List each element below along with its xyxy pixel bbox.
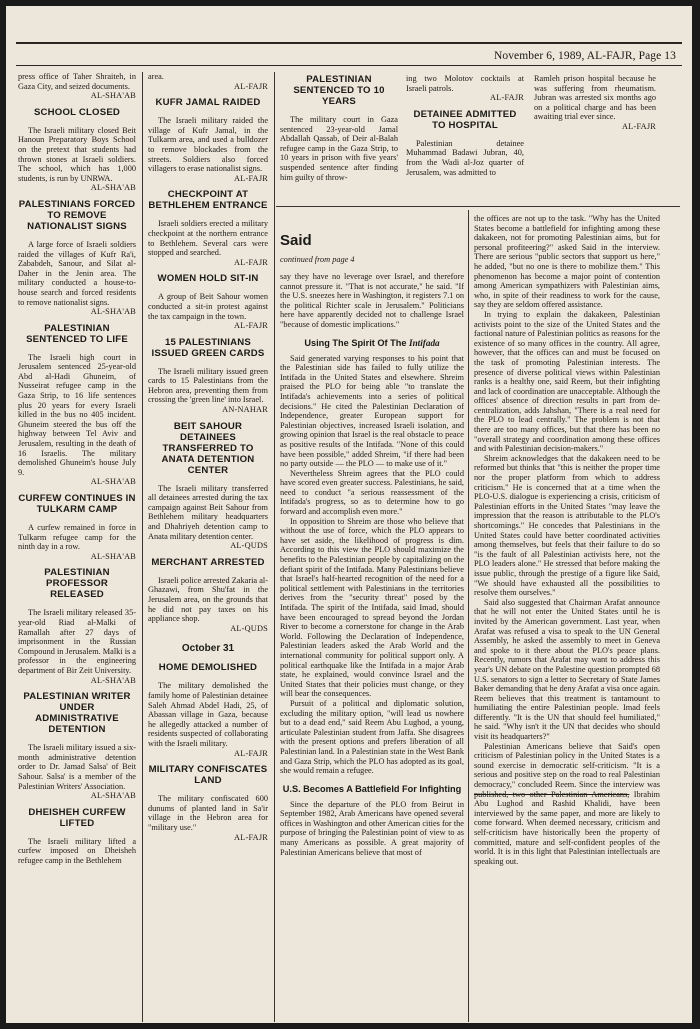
molotov-fragment: ing two Molotov cocktails at Israeli patrols. bbox=[406, 74, 524, 93]
said-subhead-2: U.S. Becomes A Battlefield For Infighting bbox=[282, 783, 462, 794]
sentenced-10-years-headline: PALESTINIAN SENTENCED TO 10 YEARS bbox=[293, 74, 385, 107]
headline: MERCHANT ARRESTED bbox=[151, 556, 265, 568]
molotov-source: AL-FAJR bbox=[490, 93, 524, 103]
jubran-body: Ramleh prison hospital because he was suffering from rheumatism. Jubran was arrested six months ago on a political charge and has been awaiting trial ever since. bbox=[534, 74, 656, 122]
struck-text: published, two other Palestinian Americans, bbox=[474, 789, 630, 799]
col1-items bbox=[18, 107, 136, 866]
headline: BEIT SAHOUR DETAINEES TRANSFERRED TO ANATA DETENTION CENTER bbox=[161, 420, 255, 476]
source-credit: AL-SHA'AB bbox=[90, 551, 136, 561]
headline: SCHOOL CLOSED bbox=[33, 106, 121, 118]
said-continued: continued from page 4 bbox=[280, 255, 355, 264]
article-body: A large force of Israeli soldiers raided the villages of Kufr Ra'i, Zababdeh, Sanour, and Silat al-Daher in the Jenin area. The military conducted a house-to-house search and forced residents to remove nationalist signs. bbox=[18, 239, 136, 307]
headline: DHEISHEH CURFEW LIFTED bbox=[28, 806, 126, 829]
col1-top-source: AL-SHA'AB bbox=[90, 91, 136, 101]
sentenced-10-years-body: The military court in Gaza sentenced 23-year-old Jamal Abdallah Qassab, of Deir al-Balah refugee camp in the Gaza Strip, to 10 years in prison with five years' suspended sentence after finding him guilty of throw- bbox=[280, 115, 398, 182]
source-credit: AL-FAJR bbox=[234, 832, 268, 842]
source-credit: AL-FAJR bbox=[234, 257, 268, 267]
source-credit: AL-QUDS bbox=[230, 623, 268, 633]
said-article bbox=[280, 232, 464, 1022]
said-paragraph-4: In opposition to Shreim are those who believe that without the use of force, which the PLO appears to have set aside, the likelihood of progress is dim. According to this view the PLO should maximize the benefits to the Palestinian people by capitalizing on the defiant spirit of the Intifada. Many Palestinians believe that Israel's half-hearted recognition of the need for a political settlement with Palestinians in the territories derives from the "security threat" posed by the Intifada. The spirit of the Intifada, said Imad, should have been encouraged to spread beyond the Jordan River to become a cornerstone for change in the Arab World. Following the Declaration of Independence, Palestinian leaders asked the Arab World and the international community for political support only. A political earthquake like the Intifada in a major Arab state, he explained, would convince Israel and the United States that their policies must change, or they will bear the consequences. bbox=[280, 516, 464, 699]
column-2 bbox=[148, 72, 268, 1022]
headline: KUFR JAMAL RAIDED bbox=[155, 97, 261, 109]
source-credit: AL-QUDS bbox=[230, 541, 268, 551]
source-credit: AL-SHA'AB bbox=[90, 307, 136, 317]
source-credit: AL-FAJR bbox=[234, 748, 268, 758]
said-paragraph-1: say they have no leverage over Israel, and therefore cannot pressure it. "That is not accurate," he said. "If the U.S. sneezes here in Washington, it registers 7.1 on the political Richter scale in Jerusalem." Politicians here have apparently decided not to challenge Israel "because of domestic implications." bbox=[280, 272, 464, 329]
source-credit: AL-FAJR bbox=[234, 321, 268, 331]
article-body: Israeli police arrested Zakaria al-Ghazawi, from Shu'fat in the Jerusalem area, on the grounds that he did not pay taxes on his appliance shop. bbox=[148, 575, 268, 624]
col1-top-fragment: press office of Taher Shraiteh, in Gaza City, and seized documents. bbox=[18, 72, 136, 91]
source-credit: AL-FAJR bbox=[234, 173, 268, 183]
article-body: A curfew remained in force in Tulkarm refugee camp for the ninth day in a row. bbox=[18, 523, 136, 552]
said-title: Said bbox=[280, 232, 312, 249]
headline: MILITARY CONFISCATES LAND bbox=[148, 764, 268, 787]
right-paragraph-2: In trying to explain the dakakeen, Palestinian activists point to the size of the United States and the factional nature of Palestinian politics as reasons for the existence of so many offices in the country. All agree, however, that the offices can and must be focused on the task of promoting Palestinian interests. The presence of diverse political views within Palestinian ranks is a healthy one, said Reem, but their infighting and lack of coordination are unacceptable. Although the offices' absence of direction results in part from de-centralization, adds Jahshan, "There is a real need for the PLO to lead centrally." The problem is not that there are too many offices, but that there has been no "overall strategy and coordination among these offices and with Palestinian decision-makers." bbox=[474, 309, 660, 454]
said-paragraph-5: Pursuit of a political and diplomatic solution, excluding the military option, "will lead us nowhere but to a dead end," said Reem Abu Lughod, a young, articulate Palestinian student from Jaffa. She disagrees with the present options and prefers liberation of all Palestinian land. In a Palestinian state in the West Bank and Gaza Strip, which the PLO has adopted as its goal, she would remain a refugee. bbox=[280, 698, 464, 776]
source-credit: AL-SHA'AB bbox=[90, 675, 136, 685]
said-column-divider bbox=[468, 210, 469, 1022]
newspaper-page bbox=[6, 6, 692, 1023]
article-body: The Israeli military transferred all detainees arrested during the tax campaign against Beit Sahour from Bethlehem military headquarters and Dhahriyeh detention camp to Anata military detention center. bbox=[148, 483, 268, 541]
headline: CURFEW CONTINUES IN TULKARM CAMP bbox=[18, 493, 136, 515]
right-paragraph-5: Palestinian Americans believe that Said's open criticism of Palestinian policy in the United States is a sound exercise in democratic self-criticism. "It is a serious and positive step on the road to real Palestinian democracy," concluded Reem. Since the interview was published, two other Palestinian Americans, Ibrahim Abu Lughod and Rashid Khalidi, have been interviewed by the same paper, and more are likely to come forward. When deemed necessary, criticism and self-criticism have historically been the property of committed, mature and self-confident peoples of the world. It is in this light that Palestinian intellectuals are speaking out. bbox=[474, 741, 660, 866]
column-divider-1 bbox=[142, 72, 143, 1022]
source-credit: AN-NAHAR bbox=[222, 405, 268, 415]
article-body: Israeli soldiers erected a military checkpoint at the northern entrance to Bethlehem. Several cars were stopped and searched. bbox=[148, 219, 268, 258]
headline: HOME DEMOLISHED bbox=[158, 662, 258, 674]
right-paragraph-4: Said also suggested that Chairman Arafat announce that he will not enter the United States until he is invited by the American government. Last year, when Arafat was refused a visa to speak to the UN General Assembly, he asked the assembly to meet in Geneva and spoke to it there about the PLO's peace plans. Recently, rumors that Arafat may want to address this year's UN debate on the Palestine question prompted 68 U.S. senators to sign a letter to Secretary of State James Baker demanding that he deny Arafat a visa once again. Reem believes that this treatment is tantamount to humiliating the entire Palestinian people. Imad feels differently. "It is the UN that should feel humiliated," he said. "Why isn't it the UN that decides who should visit its headquarters?" bbox=[474, 597, 660, 742]
headline: PALESTINIAN SENTENCED TO LIFE bbox=[26, 322, 128, 345]
said-paragraph-3: Nevertheless Shreim agrees that the PLO could have scored even greater success. Palestinians, he said, need to conduct "a serious reassessment of the Intifada's progress, so as to determine how to go forward and accomplish even more." bbox=[280, 468, 464, 517]
jubran-source: AL-FAJR bbox=[622, 121, 656, 131]
detainee-hospital-article bbox=[406, 74, 524, 204]
headline: WOMEN HOLD SIT-IN bbox=[157, 273, 259, 285]
article-body: The Israeli military lifted a curfew imposed on Dheisheh refugee camp in the Bethlehem bbox=[18, 836, 136, 865]
headline: PALESTINIANS FORCED TO REMOVE NATIONALIST SIGNS bbox=[18, 198, 136, 232]
source-credit: AL-SHA'AB bbox=[90, 477, 136, 487]
col2-items-before bbox=[148, 97, 268, 633]
headline: PALESTINIAN WRITER UNDER ADMINISTRATIVE DETENTION bbox=[23, 691, 131, 736]
col2-top-source: AL-FAJR bbox=[234, 81, 268, 91]
headline: 15 PALESTINIANS ISSUED GREEN CARDS bbox=[151, 336, 265, 359]
headline: PALESTINIAN PROFESSOR RELEASED bbox=[44, 567, 110, 601]
date-line: October 31 bbox=[181, 643, 235, 655]
page-header: November 6, 1989, AL-FAJR, Page 13 bbox=[493, 50, 676, 62]
article-body: The Israeli military closed Beit Hanoun Preparatory Boys School on the pretext that students had thrown stones at Israeli soldiers. The school, which has 1,000 students, is run by UNRWA. bbox=[18, 125, 136, 183]
header-rule-top bbox=[16, 42, 682, 44]
source-credit: AL-SHA'AB bbox=[90, 791, 136, 801]
headline: CHECKPOINT AT BETHLEHEM ENTRANCE bbox=[148, 189, 268, 212]
article-body: The Israeli military raided the village of Kufr Jamal, in the Tulkarm area, and used a bulldozer to remove blockades from the streets. Soldiers also forced villagers to erase nationalist signs. bbox=[148, 116, 268, 174]
said-paragraph-6: Since the departure of the PLO from Beirut in September 1982, Arab Americans have opened several offices in Washington and other American cities for the purpose of bringing the Palestinian point of view to as many Americans as possible. A great majority of Palestinian Americans believe that most of bbox=[280, 799, 464, 857]
jubran-continuation bbox=[534, 74, 656, 204]
article-body: The Israeli high court in Jerusalem sentenced 25-year-old Abd al-Hadi Ghuneim, of Nusseirat refugee camp in the Gaza Strip, to 16 life sentences plus 20 years for every Israeli killed in the bus no 405 incident. Ghuneim steered the bus off the highway between Tel Aviv and Jerusalem, resulting in the death of 16 Israelis. The military demolished Ghuneim's house July 9. bbox=[18, 352, 136, 477]
sentenced-10-years-article bbox=[280, 74, 398, 204]
detainee-hospital-body: Palestinian detainee Muhammad Badawi Jubran, 40, from the Wadi al-Joz quarter of Jerusalem, was admitted to bbox=[406, 138, 524, 177]
said-paragraph-2: Said generated varying responses to his point that the Palestinian side has failed to fully utilize the Intifada in the United States and elsewhere. Shreim praised the PLO for being able "to translate the Intifada's achievements into a series of political decisions." He cited the Palestinian Declaration of Independence, greater European support for Palestinian objectives, increased Israeli isolation, and growing opinion that Israel is the real obstacle to peace as positive results of the Intifada. "None of this could have been possible," added Shreim, "if there had been no party outside — the PLO — to make use of it." bbox=[280, 353, 464, 469]
article-body: A group of Beit Sahour women conducted a sit-in protest against the tax campaign in the town. bbox=[148, 292, 268, 321]
detainee-hospital-headline: DETAINEE ADMITTED TO HOSPITAL bbox=[413, 108, 517, 131]
article-body: The Israeli military released 35-year-old Riad al-Malki of Ramallah after 27 days of imprisonment in the Russian Compound in Jerusalem. Malki is a professor in the engineering department of Bir Zeit University. bbox=[18, 608, 136, 675]
header-rule-bottom bbox=[16, 65, 682, 66]
said-article-continued bbox=[474, 214, 660, 1022]
source-credit: AL-SHA'AB bbox=[90, 183, 136, 193]
said-top-rule bbox=[276, 206, 680, 207]
right-paragraph-1: the offices are not up to the task. "Why has the United States become a battlefield for infighting among these dakakeen, not for promoting Palestinian aims, but for personal profiteering?" asked Said in the interview. There are serious "public sectors that support us here," he added, "but no one is there to mobilize them." This phenomenon has become a major point of contention among American sympathizers with Palestinian aims, who, in spite of their readiness to work for the cause, say they are seldom offered assistance. bbox=[474, 214, 660, 310]
right-paragraph-3: Shreim acknowledges that the dakakeen need to be reformed but thinks that "this is neither the proper time nor the proper platform from which to address criticism." He is concerned that at a time when the PLO-U.S. dialogue is experiencing a crisis, criticism of Palestinian efforts in the United States "may leave the impression that the reason is attributable to the PLO's shortcomings." He concedes that Palestinians in the United States could have better coordinated activities among themselves, but feels that their failure to do so "is the fault of all Palestinian activists here, not the PLO leaders alone." He stressed that before making the issue public, through the prestige of a figure like Said, "We should have exhausted all the possibilities to resolve them ourselves." bbox=[474, 453, 660, 598]
col2-items-after bbox=[148, 662, 268, 842]
article-body: The Israeli military issued a six-month administrative detention order to Dr. Jamad Salsa' of Beit Sahour. Salsa' is a member of the Palestinian Writers' Association. bbox=[18, 743, 136, 791]
column-1 bbox=[18, 72, 136, 1022]
article-body: The military demolished the family home of Palestinian detainee Saleh Ahmad Abdel Hadi, 25, of Abassan village in Gaza, because he allegedly attacked a number of residents suspected of collaborating with the Israeli military. bbox=[148, 681, 268, 748]
said-subhead-1: Using The Spirit Of The Intifada bbox=[304, 337, 440, 348]
col2-top-fragment: area. bbox=[148, 72, 164, 81]
article-body: The military confiscated 600 dunums of planted land in Sa'ir village in the Hebron area for "military use." bbox=[148, 794, 268, 832]
column-divider-2 bbox=[274, 72, 275, 1022]
article-body: The Israeli military issued green cards to 15 Palestinians from the Hebron area, preventing them from crossing the 'green line' into Israel. bbox=[148, 366, 268, 405]
